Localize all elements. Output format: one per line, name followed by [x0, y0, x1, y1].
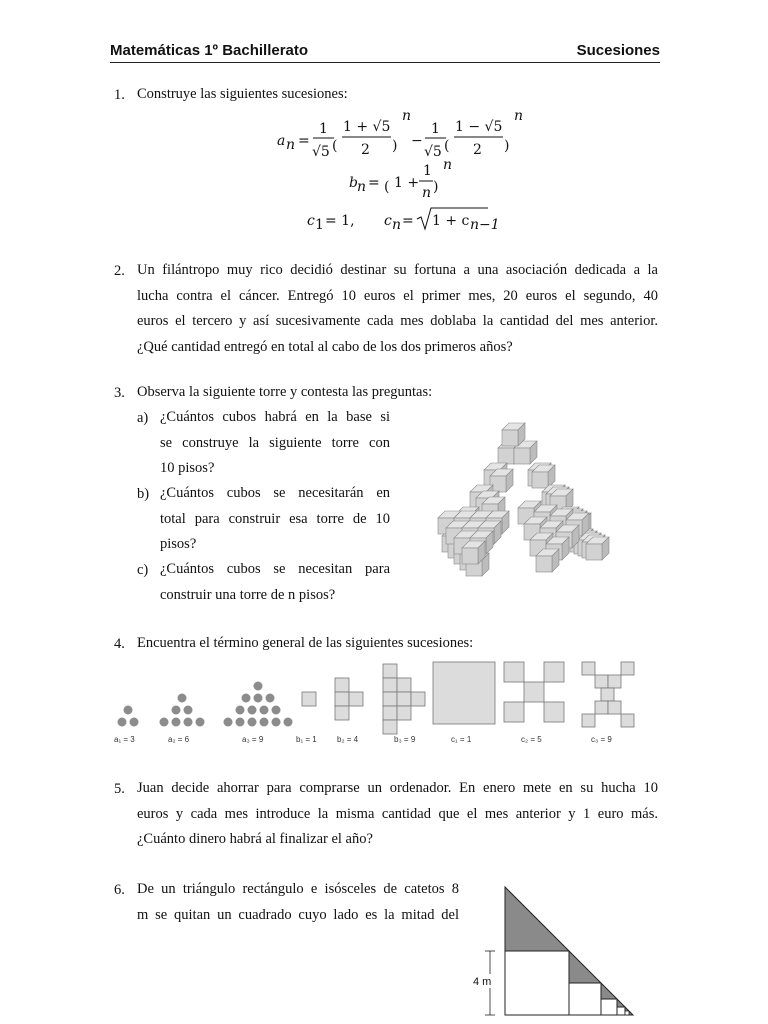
q5-text: Juan decide ahorrar para comprarse un ordenador. En enero mete en su hucha 10 euros y cada mes introduce la misma cantidad que el mes anterior y 1 euro más. ¿Cuánto dinero habrá al finalizar el año?	[137, 780, 658, 847]
svg-text:1: 1	[423, 163, 432, 179]
figure-label-4m: 4 m	[473, 976, 492, 988]
page-header	[110, 40, 660, 63]
squares-c3	[582, 662, 634, 727]
squares-b1	[302, 692, 316, 706]
svg-text:1 + √5: 1 + √5	[343, 119, 391, 135]
svg-text:c₃ = 9: c₃ = 9	[591, 735, 612, 744]
sequence-captions	[114, 735, 612, 744]
svg-text:√5: √5	[312, 144, 330, 160]
svg-text:(: (	[332, 138, 338, 154]
svg-text:2: 2	[361, 142, 370, 158]
svg-text:1: 1	[315, 217, 324, 233]
svg-text:c: c	[384, 213, 392, 229]
squares-b2	[335, 678, 363, 720]
q1-number: 1.	[114, 87, 125, 103]
triangle-squares-figure	[468, 884, 644, 1024]
svg-text:n: n	[357, 179, 367, 195]
svg-text:=: =	[368, 175, 380, 191]
cube	[586, 537, 609, 560]
formula-c	[307, 208, 500, 233]
square-c1	[433, 662, 495, 724]
header-subject: Matemáticas 1º Bachillerato	[110, 42, 309, 59]
q3b-text: ¿Cuántos cubos se necesitarán en total para construir esa torre de 10 pisos?	[160, 485, 390, 552]
squares-c2	[504, 662, 564, 722]
q3-text: Observa la siguiente torre y contesta las preguntas:	[137, 384, 433, 400]
svg-text:): )	[392, 138, 398, 154]
cube	[462, 541, 485, 564]
cube	[536, 549, 559, 572]
q3c-text: ¿Cuántos cubos se necesitan para construir una torre de n pisos?	[160, 561, 390, 603]
q1-text: Construye las siguientes sucesiones:	[137, 86, 348, 102]
formula-b	[349, 157, 452, 201]
svg-text:b₃ = 9: b₃ = 9	[394, 735, 416, 744]
svg-text:= 1,: = 1,	[325, 213, 355, 229]
svg-text:): )	[504, 138, 510, 154]
q3-number: 3.	[114, 385, 125, 401]
svg-text:=: =	[402, 213, 414, 229]
cube	[532, 465, 555, 488]
svg-text:√5: √5	[424, 144, 442, 160]
q3a-text: ¿Cuántos cubos habrá en la base si se construye la siguiente torre con 10 pisos?	[160, 409, 390, 476]
svg-text:b₂ = 4: b₂ = 4	[337, 735, 359, 744]
q4-number: 4.	[114, 636, 125, 652]
q6-number: 6.	[114, 882, 125, 898]
squares-b3	[383, 664, 425, 734]
q3b-label: b)	[137, 486, 150, 502]
svg-text:=: =	[298, 133, 310, 149]
cube	[490, 469, 513, 492]
svg-text:n: n	[422, 185, 432, 201]
svg-text:a₁ = 3: a₁ = 3	[114, 735, 135, 744]
sequence-figures	[108, 656, 648, 750]
svg-text:2: 2	[473, 142, 482, 158]
svg-text:b₁ = 1: b₁ = 1	[296, 735, 317, 744]
dots-a2	[160, 694, 205, 727]
q2-text: Un filántropo muy rico decidió destinar su fortuna a una asociación dedicada a la lucha contra el cáncer. Entregó 10 euros el primer mes, 20 euros el segundo, 40 euros el tercero y así sucesivamente cada mes doblaba la cantidad del mes anterior. ¿Qué cantidad entregó en total al cabo de los dos primeros años?	[137, 262, 658, 355]
svg-text:n: n	[514, 108, 524, 124]
svg-text:n: n	[392, 217, 402, 233]
svg-text:a₃ = 9: a₃ = 9	[242, 735, 264, 744]
svg-text:(: (	[384, 179, 390, 195]
svg-text:1 − √5: 1 − √5	[455, 119, 503, 135]
svg-text:n−1: n−1	[470, 217, 500, 233]
svg-text:b: b	[349, 175, 358, 191]
q3c-label: c)	[137, 562, 149, 578]
svg-text:a: a	[277, 133, 286, 149]
svg-text:−: −	[411, 133, 423, 149]
formula-a	[277, 108, 523, 160]
svg-text:c₁ = 1: c₁ = 1	[451, 735, 472, 744]
cube-tower-figure	[398, 418, 638, 598]
q5-number: 5.	[114, 781, 125, 797]
svg-text:a₂ = 6: a₂ = 6	[168, 735, 190, 744]
svg-text:n: n	[443, 157, 453, 173]
svg-text:n: n	[402, 108, 412, 124]
svg-text:c₂ = 5: c₂ = 5	[521, 735, 542, 744]
dots-a3	[224, 682, 293, 727]
svg-text:1: 1	[431, 121, 440, 137]
svg-text:n: n	[286, 137, 296, 153]
svg-text:1 + c: 1 + c	[432, 213, 470, 229]
svg-text:1 +: 1 +	[394, 175, 420, 191]
q2-number: 2.	[114, 263, 125, 279]
dots-a1	[118, 706, 139, 727]
q3a-label: a)	[137, 410, 149, 426]
cube	[502, 423, 525, 446]
header-topic: Sucesiones	[576, 42, 660, 59]
q4-text: Encuentra el término general de las siguientes sucesiones:	[137, 635, 474, 651]
q6-text: De un triángulo rectángulo e isósceles de catetos 8 m se quitan un cuadrado cuyo lado es la mitad del	[137, 881, 459, 923]
svg-text:c: c	[307, 213, 315, 229]
svg-text:1: 1	[319, 121, 328, 137]
svg-text:): )	[433, 179, 439, 195]
q1-formulas	[260, 105, 540, 235]
svg-text:(: (	[444, 138, 450, 154]
